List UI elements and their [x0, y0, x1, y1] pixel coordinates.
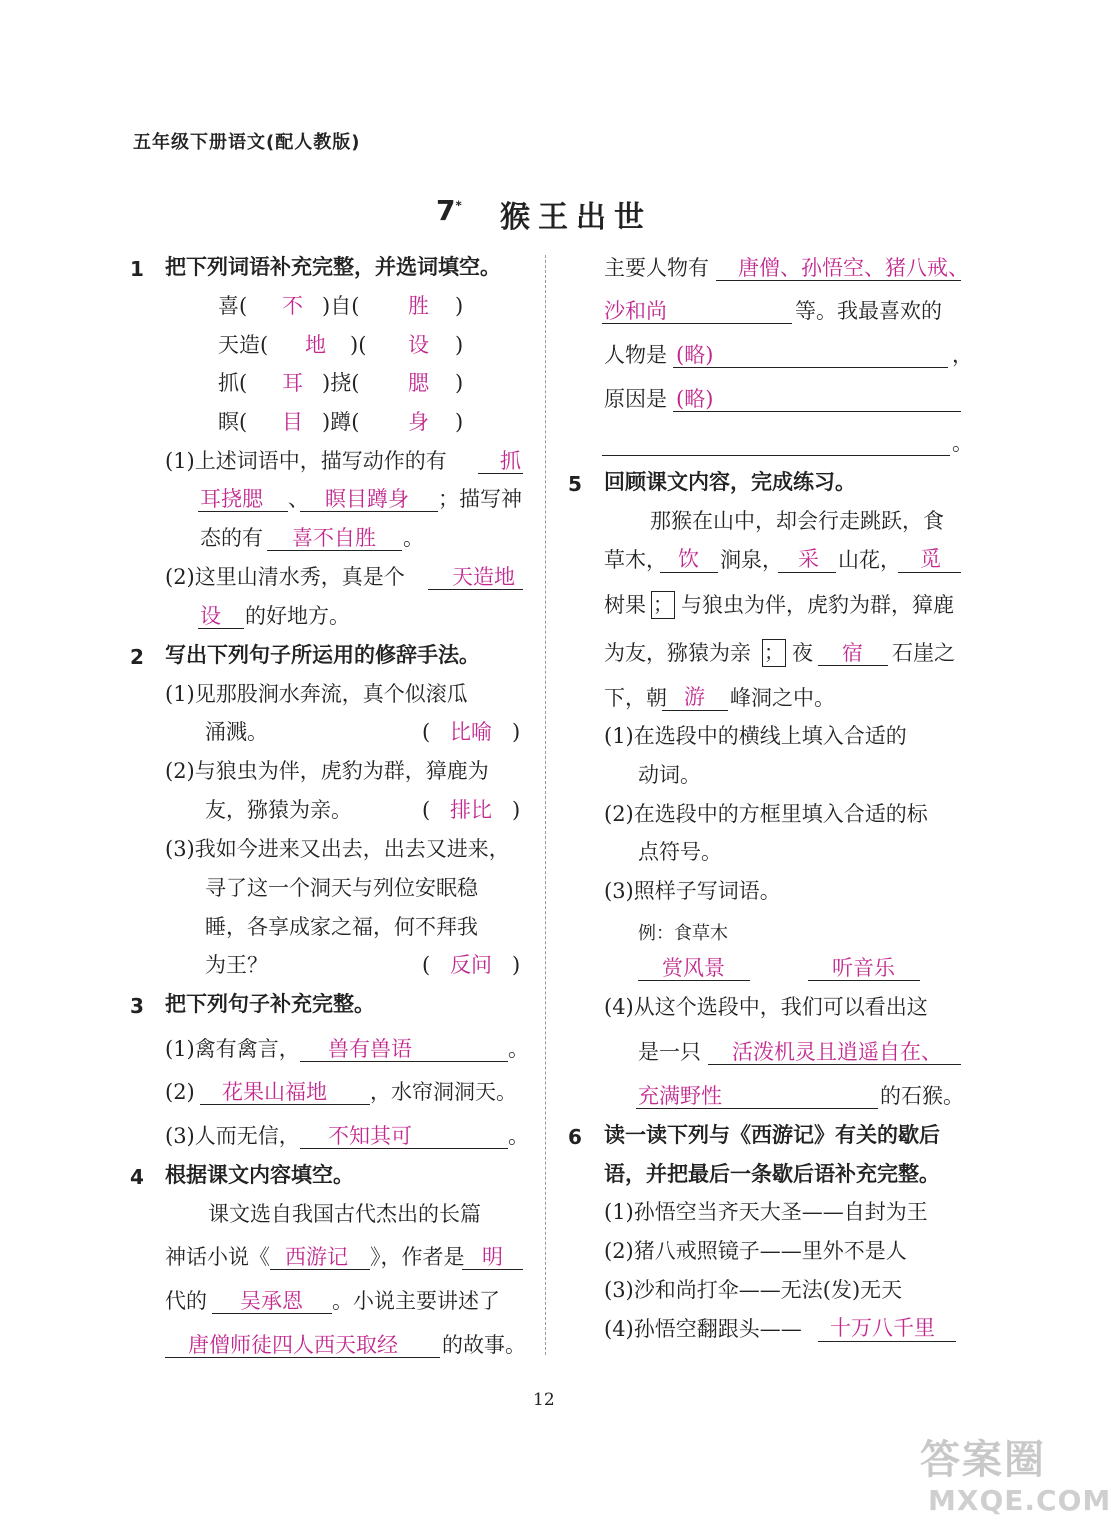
answer-line: [198, 510, 288, 512]
q2-item3-ans: 反问: [450, 953, 492, 977]
q2-item3-l1: (3)我如今进来又出去，出去又进来，: [165, 837, 510, 861]
q6-item3: (3)沙和尚打伞——无法(发)无天: [604, 1278, 903, 1302]
q5-p4-b: 夜: [792, 641, 813, 665]
answer-line: [716, 279, 961, 281]
q5-s4-l1: (4)从这个选段中，我们可以看出这: [604, 995, 928, 1019]
q1-row2-c: ): [455, 333, 464, 357]
q5-p2-ans3: 觅: [920, 547, 941, 571]
punctuation-box: ；: [651, 591, 675, 619]
q1-row1-a: 喜(: [218, 294, 248, 318]
q1-s2-text1: (2)这里山清水秀，真是个: [165, 565, 405, 589]
q1-s1-ans1b: 耳挠腮: [200, 487, 263, 511]
q1-row2-ans2: 设: [408, 333, 429, 357]
paren: (: [422, 798, 431, 822]
q4-r5-post: 。: [952, 431, 973, 455]
answer-line: [778, 571, 836, 573]
q1-title: 把下列词语补充完整，并选词填空。: [165, 255, 501, 279]
q5-p5-ans: 游: [684, 685, 705, 709]
q4-l2-ans1: 西游记: [285, 1245, 348, 1269]
answer-line: [818, 1340, 956, 1342]
q1-s1-ans3: 喜不自胜: [292, 526, 376, 550]
q6-item4-ans: 十万八千里: [830, 1316, 935, 1340]
q4-r2-ans: 沙和尚: [604, 299, 667, 323]
q5-p4-a: 为友，猕猿为亲: [604, 641, 751, 665]
q4-r3-pre: 人物是: [604, 343, 667, 367]
answer-line: [428, 588, 523, 590]
q1-row1-b: )自(: [322, 294, 360, 318]
q4-r1-pre: 主要人物有: [604, 256, 709, 280]
q3-s1-pre: (1)禽有禽言，: [165, 1037, 300, 1061]
q4-title: 根据课文内容填空。: [165, 1163, 354, 1187]
answer-line: [638, 979, 750, 981]
q5-number: 5: [568, 472, 582, 496]
q5-s3-ans1: 赏风景: [662, 956, 725, 980]
q2-number: 2: [130, 645, 144, 669]
q3-s3-pre: (3)人而无信，: [165, 1124, 300, 1148]
lesson-mark: *: [455, 198, 462, 213]
q5-p3-b: 与狼虫为伴，虎豹为群，獐鹿: [681, 593, 954, 617]
q5-s4-l2-pre: 是一只: [638, 1040, 701, 1064]
q4-r3-post: ，: [952, 343, 973, 367]
q5-p2-c: 山花，: [838, 548, 901, 572]
q3-s1-ans: 兽有兽语: [328, 1037, 412, 1061]
q1-row3-c: ): [455, 371, 464, 395]
q2-item2-ans: 排比: [450, 798, 492, 822]
q5-s2-l2: 点符号。: [638, 840, 722, 864]
q5-title: 回顾课文内容，完成练习。: [604, 470, 856, 494]
q6-number: 6: [568, 1125, 582, 1149]
book-header: 五年级下册语文(配人教版): [133, 132, 361, 153]
q2-item1-l1: (1)见那股涧水奔流，真个似滚瓜: [165, 682, 468, 706]
q1-s1-end: 。: [403, 526, 424, 550]
q5-s4-l2-ans: 活泼机灵且逍遥自在、: [732, 1040, 942, 1064]
answer-line: [300, 510, 438, 512]
paren: ): [512, 798, 521, 822]
answer-line: [602, 454, 950, 456]
q1-row1-ans2: 胜: [408, 294, 429, 318]
punctuation-box: ；: [762, 639, 786, 667]
answer-line: [708, 1063, 961, 1065]
paren: ): [512, 953, 521, 977]
q1-s1-ans2: 瞑目蹲身: [325, 487, 409, 511]
q1-row2-a: 天造(: [218, 333, 269, 357]
q4-r4-pre: 原因是: [604, 387, 667, 411]
q6-item1: (1)孙悟空当齐天大圣——自封为王: [604, 1200, 928, 1224]
q2-item3-l4: 为王？: [205, 953, 268, 977]
q1-number: 1: [130, 257, 144, 281]
q1-row3-b: )挠(: [322, 371, 360, 395]
q5-p1: 那猴在山中，却会行走跳跃，食: [650, 509, 944, 533]
answer-line: [270, 1268, 370, 1270]
q5-s1-l1: (1)在选段中的横线上填入合适的: [604, 724, 907, 748]
q1-row4-b: )蹲(: [322, 410, 360, 434]
paren: (: [422, 953, 431, 977]
q4-l1: 课文选自我国古代杰出的长篇: [208, 1202, 481, 1226]
q1-s2-text2: 的好地方。: [245, 604, 350, 628]
q4-l2-ans2: 明: [482, 1245, 503, 1269]
q2-item1-l2: 涌溅。: [205, 720, 268, 744]
q5-p4-c: 石崖之: [892, 641, 955, 665]
q6-title-l1: 读一读下列与《西游记》有关的歇后: [604, 1123, 940, 1147]
q5-p2-b: 涧泉，: [720, 548, 783, 572]
q4-l4-ans: 唐僧师徒四人西天取经: [188, 1333, 398, 1357]
q5-p2-ans1: 饮: [678, 547, 699, 571]
q4-l3-ans: 吴承恩: [240, 1289, 303, 1313]
q3-s2-post: ，水帘洞洞天。: [370, 1080, 517, 1104]
q4-r2-post: 等。我最喜欢的: [795, 299, 942, 323]
q5-p2-a: 草木，: [604, 548, 667, 572]
q1-row4-c: ): [455, 410, 464, 434]
answer-line: [673, 410, 961, 412]
answer-line: [200, 1103, 370, 1105]
q4-l3-post: 。小说主要讲述了: [332, 1289, 500, 1313]
lesson-title: 猴王出世: [500, 200, 652, 235]
q6-title-l2: 语，并把最后一条歇后语补充完整。: [604, 1162, 940, 1186]
q1-row1-ans1: 不: [282, 294, 303, 318]
answer-line: [808, 979, 920, 981]
q1-s2-ans-b: 设: [200, 604, 221, 628]
q6-item2: (2)猪八戒照镜子——里外不是人: [604, 1239, 907, 1263]
q3-s3-ans: 不知其可: [328, 1124, 412, 1148]
q5-s4-l3-ans: 充满野性: [638, 1084, 722, 1108]
q1-row3-a: 抓(: [218, 371, 248, 395]
q5-p2-ans2: 采: [798, 547, 819, 571]
q5-p4-ans: 宿: [842, 641, 863, 665]
q1-row1-c: ): [455, 294, 464, 318]
q5-p3-a: 树果: [604, 593, 646, 617]
q5-s4-l3-post: 的石猴。: [880, 1084, 964, 1108]
answer-line: [636, 1107, 878, 1109]
q6-item4-pre: (4)孙悟空翻跟头——: [604, 1317, 802, 1341]
q3-title: 把下列句子补充完整。: [165, 992, 375, 1016]
answer-line: [660, 571, 718, 573]
q1-s1-sep: 、: [288, 487, 309, 511]
q3-end: 。: [508, 1037, 529, 1061]
answer-line: [602, 322, 792, 324]
answer-line: [300, 1060, 508, 1062]
q4-l2-pre: 神话小说《: [165, 1245, 270, 1269]
q4-r4-ans: (略): [676, 387, 714, 411]
q1-s1-ans1a: 抓: [500, 449, 521, 473]
q5-p5-a: 下，朝: [604, 686, 667, 710]
q1-row2-ans1: 地: [305, 333, 326, 357]
answer-line: [478, 472, 523, 474]
q2-item1-ans: 比喻: [450, 720, 492, 744]
watermark-site: MXQE.COM: [928, 1484, 1111, 1517]
q4-r1-ans: 唐僧、孙悟空、猪八戒、: [738, 256, 969, 280]
q3-number: 3: [130, 994, 144, 1018]
lesson-number: [436, 194, 462, 227]
q1-row3-ans2: 腮: [408, 371, 429, 395]
q2-item3-l3: 睡，各享成家之福，何不拜我: [205, 915, 478, 939]
q1-s1-text1: (1)上述词语中，描写动作的有: [165, 449, 447, 473]
lesson-number-text: 7: [436, 194, 456, 227]
q5-s1-l2: 动词。: [638, 763, 701, 787]
answer-line: [212, 1312, 332, 1314]
q4-r3-ans: (略): [676, 343, 714, 367]
answer-line: [267, 549, 402, 551]
q1-s1-text2: ；描写神: [438, 487, 522, 511]
answer-line: [300, 1147, 508, 1149]
q2-item2-l2: 友，猕猿为亲。: [205, 798, 352, 822]
q4-l4-post: 的故事。: [442, 1333, 526, 1357]
q1-row2-b: )(: [350, 333, 367, 357]
q3-end: 。: [508, 1124, 529, 1148]
q1-s1-text3: 态的有: [200, 526, 263, 550]
answer-line: [198, 627, 244, 629]
q5-s3: (3)照样子写词语。: [604, 879, 781, 903]
q5-s2-l1: (2)在选段中的方框里填入合适的标: [604, 802, 928, 826]
q1-row3-ans1: 耳: [282, 371, 303, 395]
page-number: 12: [533, 1390, 555, 1410]
q4-l3-pre: 代的: [165, 1289, 207, 1313]
paren: (: [422, 720, 431, 744]
q5-p5-b: 峰洞之中。: [730, 686, 835, 710]
q4-number: 4: [130, 1165, 144, 1189]
answer-line: [165, 1356, 440, 1358]
q1-row4-ans2: 身: [408, 410, 429, 434]
q1-s2-ans-a: 天造地: [452, 565, 515, 589]
q3-s2-ans: 花果山福地: [222, 1080, 327, 1104]
answer-line: [818, 664, 888, 666]
q2-item2-l1: (2)与狼虫为伴，虎豹为群，獐鹿为: [165, 759, 489, 783]
q5-s3-example: 例：食草木: [638, 923, 728, 944]
q1-row4-ans1: 目: [282, 410, 303, 434]
q2-title: 写出下列句子所运用的修辞手法。: [165, 643, 480, 667]
q1-row4-a: 瞑(: [218, 410, 248, 434]
answer-line: [662, 709, 728, 711]
q2-item3-l2: 寻了这一个洞天与列位安眠稳: [205, 876, 478, 900]
answer-line: [898, 571, 961, 573]
q3-s2-pre: (2): [165, 1080, 195, 1104]
answer-line: [462, 1268, 523, 1270]
column-divider: [545, 255, 546, 1355]
q5-s3-ans2: 听音乐: [832, 956, 895, 980]
watermark-logo: 答案圈: [920, 1437, 1046, 1483]
answer-line: [673, 366, 948, 368]
q4-l2-mid: 》，作者是: [370, 1245, 465, 1269]
paren: ): [512, 720, 521, 744]
